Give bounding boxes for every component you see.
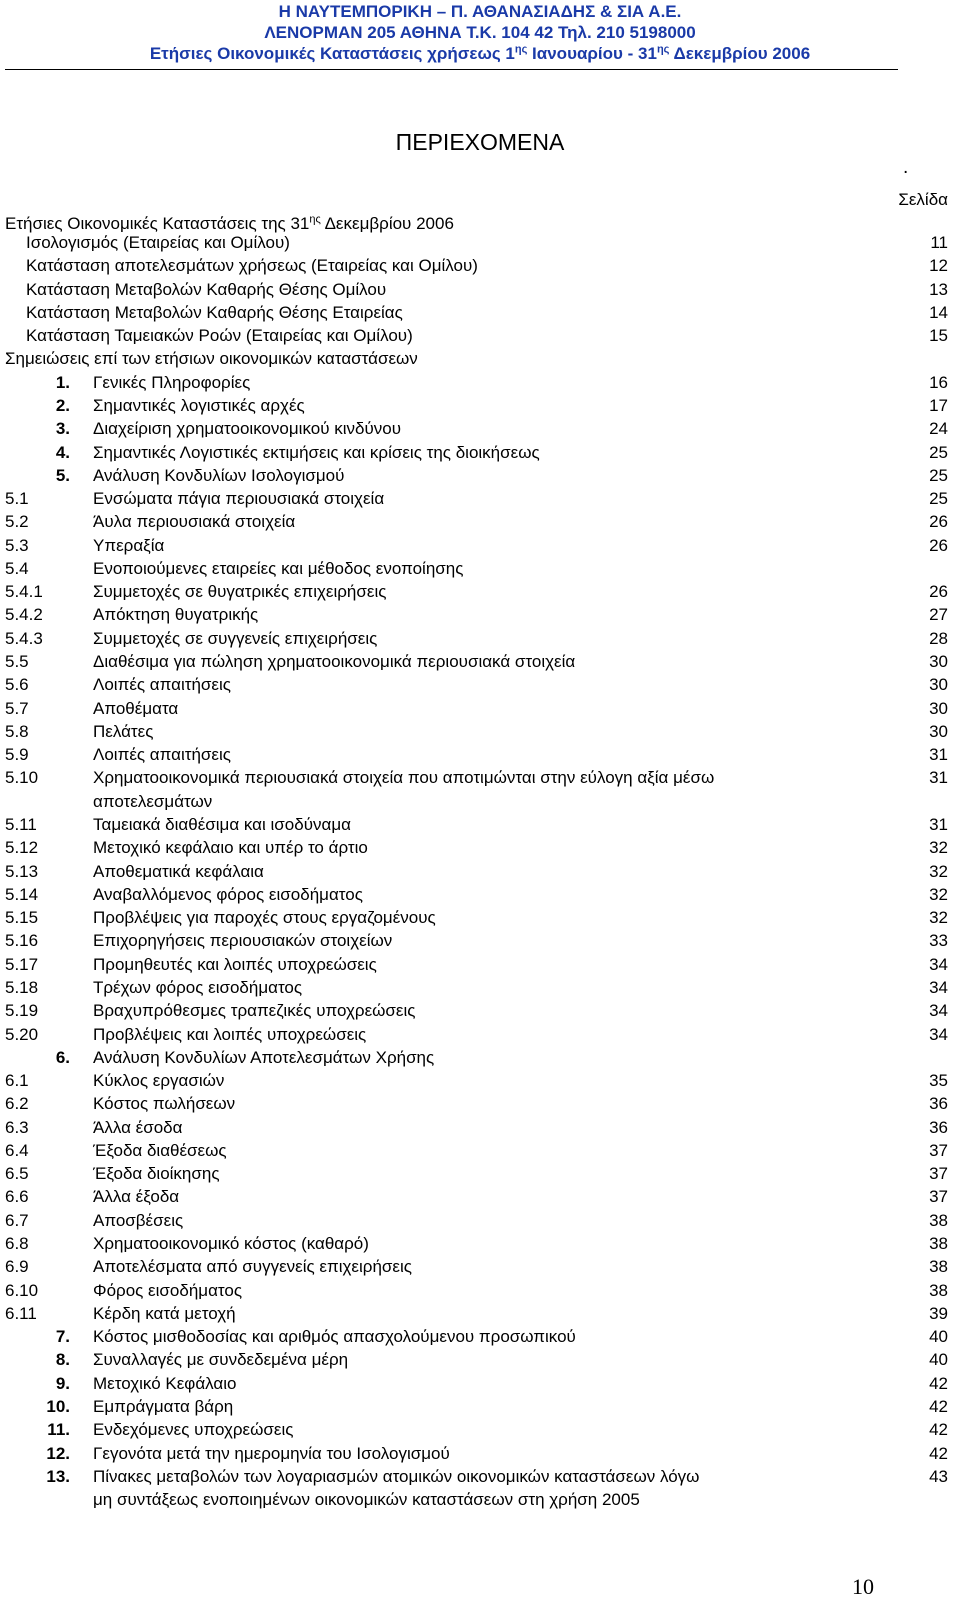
toc-entry-number: 11. <box>47 1420 70 1439</box>
toc-entry-label: Γεγονότα μετά την ημερομηνία του Ισολογισμού <box>93 1444 450 1463</box>
toc-entry <box>0 627 960 651</box>
toc-entry-label: Προβλέψεις και λοιπές υποχρεώσεις <box>93 1025 367 1044</box>
toc-entry <box>0 836 960 860</box>
toc-entry-number: 6.8 <box>5 1234 29 1253</box>
toc-entry-page: 40 <box>929 1327 948 1346</box>
toc-entry-label: Κατάσταση Μεταβολών Καθαρής Θέσης Ομίλου <box>26 280 387 299</box>
toc-entry <box>0 301 960 325</box>
toc-entry-number: 5.12 <box>5 838 39 857</box>
toc-entry-label: Αποσβέσεις <box>93 1211 184 1230</box>
toc-entry-label: Ανάλυση Κονδυλίων Ισολογισμού <box>93 466 345 485</box>
toc-entry-page: 37 <box>929 1164 948 1183</box>
toc-entry <box>0 603 960 627</box>
toc-entry-label: Συμμετοχές σε θυγατρικές επιχειρήσεις <box>93 582 387 601</box>
toc-entry-label: Λοιπές απαιτήσεις <box>93 675 231 694</box>
toc-entry <box>0 720 960 744</box>
toc-entry <box>0 1348 960 1372</box>
toc-entry-page: 31 <box>929 815 948 834</box>
toc-entry-page: 26 <box>929 536 948 555</box>
toc-entry-page: 31 <box>929 768 948 787</box>
report-period-post: Δεκεμβρίου 2006 <box>669 44 811 63</box>
toc-entry <box>0 813 960 837</box>
toc-entry-label: Διαχείριση χρηματοοικονομικού κινδύνου <box>93 419 402 438</box>
toc-entry-number: 5.3 <box>5 536 29 555</box>
toc-entry-number: 2. <box>55 396 70 415</box>
toc-entry <box>0 441 960 465</box>
toc-entry-number: 1. <box>55 373 70 392</box>
toc-entry-number: 6.4 <box>5 1141 29 1160</box>
toc-entry-label: Ενσώματα πάγια περιουσιακά στοιχεία <box>93 489 385 508</box>
toc-entry-page: 12 <box>929 256 948 275</box>
toc-entry-number: 5.19 <box>5 1001 39 1020</box>
toc-entry <box>0 1418 960 1442</box>
toc-entry <box>0 324 960 348</box>
report-period <box>0 44 960 64</box>
toc-entry-page: 17 <box>929 396 948 415</box>
toc-entry-label: Μετοχικό Κεφάλαιο <box>93 1374 237 1393</box>
toc-entry <box>0 1325 960 1349</box>
toc-entry-label: Κατάσταση αποτελεσμάτων χρήσεως (Εταιρείας και Ομίλου) <box>26 256 478 275</box>
toc-entry-page: 24 <box>929 419 948 438</box>
toc-entry <box>0 371 960 395</box>
toc-entry <box>0 1092 960 1116</box>
toc-entry <box>0 487 960 511</box>
toc-entry <box>0 1465 960 1489</box>
toc-entry-label: Έξοδα διοίκησης <box>93 1164 220 1183</box>
toc-entry-label: Κόστος μισθοδοσίας και αριθμός απασχολούμενου προσωπικού <box>93 1327 576 1346</box>
report-period-sup1: ης <box>514 43 528 56</box>
toc-entry-page: 32 <box>929 908 948 927</box>
toc-entry-label: Ανάλυση Κονδυλίων Αποτελεσμάτων Χρήσης <box>93 1048 435 1067</box>
toc-entry-number: 5.11 <box>5 815 37 834</box>
toc-entry-page: 37 <box>929 1187 948 1206</box>
toc-entry <box>0 1209 960 1233</box>
toc-entry <box>0 254 960 278</box>
toc-entry-number: 5.4.3 <box>5 629 43 648</box>
toc-entry-label: Προβλέψεις για παροχές στους εργαζομένους <box>93 908 436 927</box>
toc-entry <box>0 1116 960 1140</box>
toc-entry-label: Μετοχικό κεφάλαιο και υπέρ το άρτιο <box>93 838 368 857</box>
toc-entry <box>0 534 960 558</box>
company-address: ΛΕΝΟΡΜΑΝ 205 ΑΘΗΝΑ Τ.Κ. 104 42 Τηλ. 210 5198000 <box>264 23 696 42</box>
toc-entry <box>0 1372 960 1396</box>
toc-entry-page: 14 <box>929 303 948 322</box>
toc-entry-page: 35 <box>929 1071 948 1090</box>
toc-entry-page: 30 <box>929 722 948 741</box>
toc-entry <box>0 906 960 930</box>
toc-entry-page: 11 <box>930 233 948 252</box>
toc-entry-label: Σημειώσεις επί των ετήσιων οικονομικών καταστάσεων <box>5 349 418 368</box>
toc-entry-number: 5.18 <box>5 978 39 997</box>
toc-entry-number: 5. <box>55 466 70 485</box>
toc-entry-number: 5.16 <box>5 931 39 950</box>
toc-entry-label: Αποτελέσματα από συγγενείς επιχειρήσεις <box>93 1257 412 1276</box>
toc-entry-number: 5.15 <box>5 908 39 927</box>
toc-entry-number: 5.4.2 <box>5 605 43 624</box>
toc-entry-label: Φόρος εισοδήματος <box>93 1281 243 1300</box>
toc-entry-number: 5.7 <box>5 699 29 718</box>
toc-entry-label: Ταμειακά διαθέσιμα και ισοδύναμα <box>93 815 351 834</box>
toc-entry <box>0 417 960 441</box>
toc-entry-label: Λοιπές απαιτήσεις <box>93 745 231 764</box>
toc-entry-number: 5.2 <box>5 512 29 531</box>
toc-entry-page: 32 <box>929 885 948 904</box>
toc-title: ΠΕΡΙΕΧΟΜΕΝΑ <box>395 129 565 155</box>
toc-entry-label: Συναλλαγές με συνδεδεμένα μέρη <box>93 1350 349 1369</box>
toc-entry <box>0 1232 960 1256</box>
toc-entry-number: 5.20 <box>5 1025 39 1044</box>
toc-entry <box>0 394 960 418</box>
toc-entry-page: 42 <box>929 1444 948 1463</box>
toc-entry <box>0 883 960 907</box>
toc-entry-label-continuation: μη συντάξεως ενοποιημένων οικονομικών καταστάσεων στη χρήση 2005 <box>93 1490 640 1509</box>
toc-entry-number: 6.10 <box>5 1281 39 1300</box>
toc-entry-page: 38 <box>929 1211 948 1230</box>
toc-entry-number: 5.17 <box>5 955 39 974</box>
toc-entry-page: 38 <box>929 1234 948 1253</box>
toc-entry <box>0 557 960 581</box>
toc-entry-number: 6.6 <box>5 1187 29 1206</box>
toc-entry-number: 5.6 <box>5 675 29 694</box>
toc-entry <box>0 650 960 674</box>
toc-entry-page: 36 <box>929 1118 948 1137</box>
toc-entry-number: 10. <box>46 1397 70 1416</box>
toc-entry-number: 5.13 <box>5 862 39 881</box>
toc-entry <box>0 743 960 767</box>
toc-entry-page: 30 <box>929 675 948 694</box>
toc-entry-page: 16 <box>929 373 948 392</box>
toc-entry-page: 27 <box>929 605 948 624</box>
toc-entry-page: 26 <box>929 582 948 601</box>
toc-entry <box>0 1046 960 1070</box>
toc-entry-page: 33 <box>929 931 948 950</box>
toc-entry-number: 6.3 <box>5 1118 29 1137</box>
toc-entry-number: 6.11 <box>5 1304 37 1323</box>
toc-entry-number: 6.1 <box>5 1071 29 1090</box>
toc-entry <box>0 1185 960 1209</box>
toc-entry-number: 7. <box>55 1327 70 1346</box>
toc-entry <box>0 929 960 953</box>
toc-entry-page: 15 <box>929 326 948 345</box>
toc-entry-page: 38 <box>929 1281 948 1300</box>
toc-entry-page: 13 <box>929 280 948 299</box>
header-rule <box>5 69 898 70</box>
toc-entry-number: 3. <box>55 419 70 438</box>
toc-entry <box>0 278 960 302</box>
toc-entry-page: 32 <box>929 838 948 857</box>
toc-entry-label: Αναβαλλόμενος φόρος εισοδήματος <box>93 885 363 904</box>
toc-entry-page: 31 <box>929 745 948 764</box>
toc-entry-number: 6.7 <box>5 1211 29 1230</box>
toc-entry-number: 13. <box>46 1467 70 1486</box>
toc-entry-label: Απόκτηση θυγατρικής <box>93 605 259 624</box>
toc-entry <box>0 697 960 721</box>
toc-entry-page: 42 <box>929 1420 948 1439</box>
toc-entry-number: 6.2 <box>5 1094 29 1113</box>
report-period-mid: Ιανουαρίου - 31 <box>527 44 657 63</box>
toc-entry-number: 6. <box>55 1048 70 1067</box>
toc-entry-page: 37 <box>929 1141 948 1160</box>
toc-entry-page: 38 <box>929 1257 948 1276</box>
toc-entry-number: 5.10 <box>5 768 39 787</box>
toc-entry-number: 6.9 <box>5 1257 29 1276</box>
toc-entry-number: 5.14 <box>5 885 39 904</box>
toc-entry <box>0 1302 960 1326</box>
toc-entry <box>0 860 960 884</box>
fs-title-pre: Ετήσιες Οικονομικές Καταστάσεις της 31 <box>5 214 310 233</box>
toc-entry <box>0 1139 960 1163</box>
toc-entry-label: Πελάτες <box>93 722 154 741</box>
toc-entry-number: 5.1 <box>5 489 29 508</box>
toc-entry <box>0 999 960 1023</box>
toc-entry-label: Γενικές Πληροφορίες <box>93 373 251 392</box>
toc-entry-page: 32 <box>929 862 948 881</box>
toc-entry-page: 28 <box>929 629 948 648</box>
toc-entry-label: Άλλα έξοδα <box>93 1187 180 1206</box>
toc-entry-number: 6.5 <box>5 1164 29 1183</box>
toc-entry-label: Διαθέσιμα για πώληση χρηματοοικονομικά περιουσιακά στοιχεία <box>93 652 576 671</box>
toc-dot: . <box>903 157 909 178</box>
report-period-sup2: ης <box>656 43 670 56</box>
toc-entry <box>0 231 960 255</box>
toc-entry-number: 4. <box>55 443 70 462</box>
toc-entry-label-continuation: αποτελεσμάτων <box>93 792 213 811</box>
toc-entry-label: Σημαντικές λογιστικές αρχές <box>93 396 305 415</box>
toc-entry-label: Εμπράγματα βάρη <box>93 1397 234 1416</box>
toc-entry <box>0 1023 960 1047</box>
toc-entry <box>0 1162 960 1186</box>
toc-entry-page: 30 <box>929 699 948 718</box>
toc-entry-label: Προμηθευτές και λοιπές υποχρεώσεις <box>93 955 377 974</box>
toc-entry-label: Άλλα έσοδα <box>93 1118 183 1137</box>
toc-entry <box>0 953 960 977</box>
toc-entry <box>0 766 960 790</box>
toc-entry-page: 36 <box>929 1094 948 1113</box>
toc-entry-label: Τρέχων φόρος εισοδήματος <box>93 978 303 997</box>
toc-entry-label: Επιχορηγήσεις περιουσιακών στοιχείων <box>93 931 393 950</box>
toc-entry <box>0 1069 960 1093</box>
toc-entry <box>0 580 960 604</box>
toc-entry <box>0 673 960 697</box>
toc-entry-label: Χρηματοοικονομικό κόστος (καθαρό) <box>93 1234 369 1253</box>
toc-entry-label: Υπεραξία <box>93 536 165 555</box>
page-number: 10 <box>852 1574 874 1599</box>
toc-entry-label: Κέρδη κατά μετοχή <box>93 1304 236 1323</box>
toc-entry <box>0 1279 960 1303</box>
toc-entry-label: Αποθέματα <box>93 699 179 718</box>
toc-entry-page: 39 <box>929 1304 948 1323</box>
company-name: Η ΝΑΥΤΕΜΠΟΡΙΚΗ – Π. ΑΘΑΝΑΣΙΑΔΗΣ & ΣΙΑ Α.Ε. <box>278 2 682 21</box>
toc-entry-page: 30 <box>929 652 948 671</box>
toc-entry-number: 8. <box>55 1350 70 1369</box>
toc-entry-page: 34 <box>929 1001 948 1020</box>
toc-entry-page: 25 <box>929 443 948 462</box>
toc-entry-label: Κόστος πωλήσεων <box>93 1094 236 1113</box>
toc-entry-number: 9. <box>55 1374 70 1393</box>
toc-entry-label: Ισολογισμός (Εταιρείας και Ομίλου) <box>26 233 290 252</box>
toc-entry-page: 26 <box>929 512 948 531</box>
toc-entry-page: 34 <box>929 978 948 997</box>
toc-entry-page: 34 <box>929 955 948 974</box>
toc-entry-label: Κατάσταση Μεταβολών Καθαρής Θέσης Εταιρείας <box>26 303 403 322</box>
toc-entry-label: Σημαντικές Λογιστικές εκτιμήσεις και κρίσεις της διοικήσεως <box>93 443 540 462</box>
toc-entry <box>0 1395 960 1419</box>
report-period-pre: Ετήσιες Οικονομικές Καταστάσεις χρήσεως 1 <box>149 44 515 63</box>
toc-entry-page: 43 <box>929 1467 948 1486</box>
toc-entry <box>0 1442 960 1466</box>
toc-entry-page: 25 <box>929 489 948 508</box>
toc-entry-page: 34 <box>929 1025 948 1044</box>
fs-title-sup: ης <box>309 213 321 226</box>
toc-entry-number: 12. <box>46 1444 70 1463</box>
toc-entry-number: 5.5 <box>5 652 29 671</box>
toc-entry <box>0 510 960 534</box>
toc-entry-label: Ενοποιούμενες εταιρείες και μέθοδος ενοποίησης <box>93 559 464 578</box>
toc-entry <box>0 347 960 371</box>
toc-entry <box>0 464 960 488</box>
toc-entry-label: Συμμετοχές σε συγγενείς επιχειρήσεις <box>93 629 378 648</box>
fs-title-post: Δεκεμβρίου 2006 <box>320 214 454 233</box>
toc-entry-number: 5.4 <box>5 559 29 578</box>
toc-entry-label: Άυλα περιουσιακά στοιχεία <box>93 512 296 531</box>
toc-entry-number: 5.4.1 <box>5 582 43 601</box>
toc-entry-label: Κατάσταση Ταμειακών Ροών (Εταιρείας και Ομίλου) <box>26 326 413 345</box>
toc-entry-page: 25 <box>929 466 948 485</box>
toc-entry-page: 42 <box>929 1397 948 1416</box>
page-column-header: Σελίδα <box>898 190 948 209</box>
toc-entry <box>0 976 960 1000</box>
toc-entry-number: 5.8 <box>5 722 29 741</box>
toc-entry-page: 42 <box>929 1374 948 1393</box>
toc-entry <box>0 1255 960 1279</box>
toc-entry-label: Βραχυπρόθεσμες τραπεζικές υποχρεώσεις <box>93 1001 416 1020</box>
toc-entry-label: Ενδεχόμενες υποχρεώσεις <box>93 1420 294 1439</box>
toc-entry-page: 40 <box>929 1350 948 1369</box>
toc-entry-label: Χρηματοοικονομικά περιουσιακά στοιχεία που αποτιμώνται στην εύλογη αξία μέσω <box>93 768 715 787</box>
toc-entry-label: Έξοδα διαθέσεως <box>93 1141 227 1160</box>
toc-entry-label: Κύκλος εργασιών <box>93 1071 225 1090</box>
toc-entry-number: 5.9 <box>5 745 29 764</box>
toc-entry-label: Αποθεματικά κεφάλαια <box>93 862 264 881</box>
toc-entry-label: Πίνακες μεταβολών των λογαριασμών ατομικών οικονομικών καταστάσεων λόγω <box>93 1467 700 1486</box>
